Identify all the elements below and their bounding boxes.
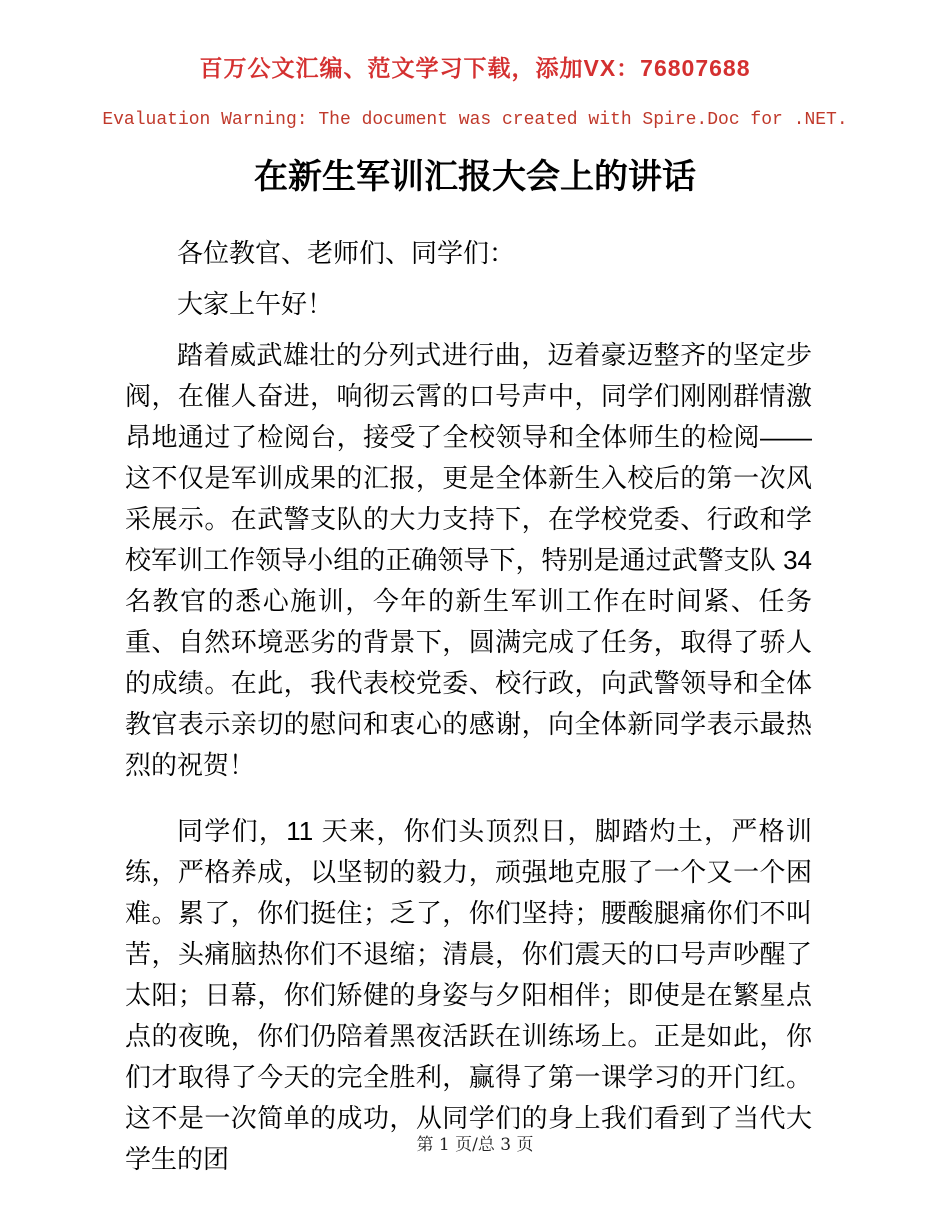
evaluation-warning: Evaluation Warning: The document was created with Spire.Doc for .NET.: [102, 110, 848, 130]
paragraph: 各位教官、老师们、同学们：: [177, 238, 516, 268]
document-body: [125, 233, 812, 1180]
page-footer: [0, 1130, 950, 1155]
paragraph: 大家上午好！: [177, 289, 334, 319]
document-title: 在新生军训汇报大会上的讲话: [254, 158, 696, 196]
promo-header: 百万公文汇编、范文学习下载，添加VX：76807688: [199, 55, 751, 81]
paragraph: 同学们，11 天来，你们头顶烈日，脚踏灼土，严格训练，严格养成，以坚韧的毅力，顽强地克服了一个又一个困难。累了，你们挺住；乏了，你们坚持；腰酸腿痛你们不叫苦，头痛脑热你们不退缩；清晨，你们震天的口号声吵醒了太阳；日幕，你们矫健的身姿与夕阳相伴；即使是在繁星点点的夜晚，你们仍陪着黑夜活跃在训练场上。正是如此，你们才取得了今天的完全胜利，赢得了第一课学习的开门红。这不是一次简单的成功，从同学们的身上我们看到了当代大学生的团: [125, 816, 812, 1174]
paragraph: 踏着威武雄壮的分列式进行曲，迈着豪迈整齐的坚定步阀，在催人奋进，响彻云霄的口号声中，同学们刚刚群情激昂地通过了检阅台，接受了全校领导和全体师生的检阅——这不仅是军训成果的汇报，更是全体新生入校后的第一次风采展示。在武警支队的大力支持下，在学校党委、行政和学校军训工作领导小组的正确领导下，特别是通过武警支队 34 名教官的悉心施训，今年的新生军训工作在时间紧、任务重、自然环境恶劣的背景下，圆满完成了任务，取得了骄人的成绩。在此，我代表校党委、校行政，向武警领导和全体教官表示亲切的慰问和衷心的感谢，向全体新同学表示最热烈的祝贺！: [125, 340, 812, 780]
page-number-label: 第 1 页/总 3 页: [416, 1135, 534, 1155]
